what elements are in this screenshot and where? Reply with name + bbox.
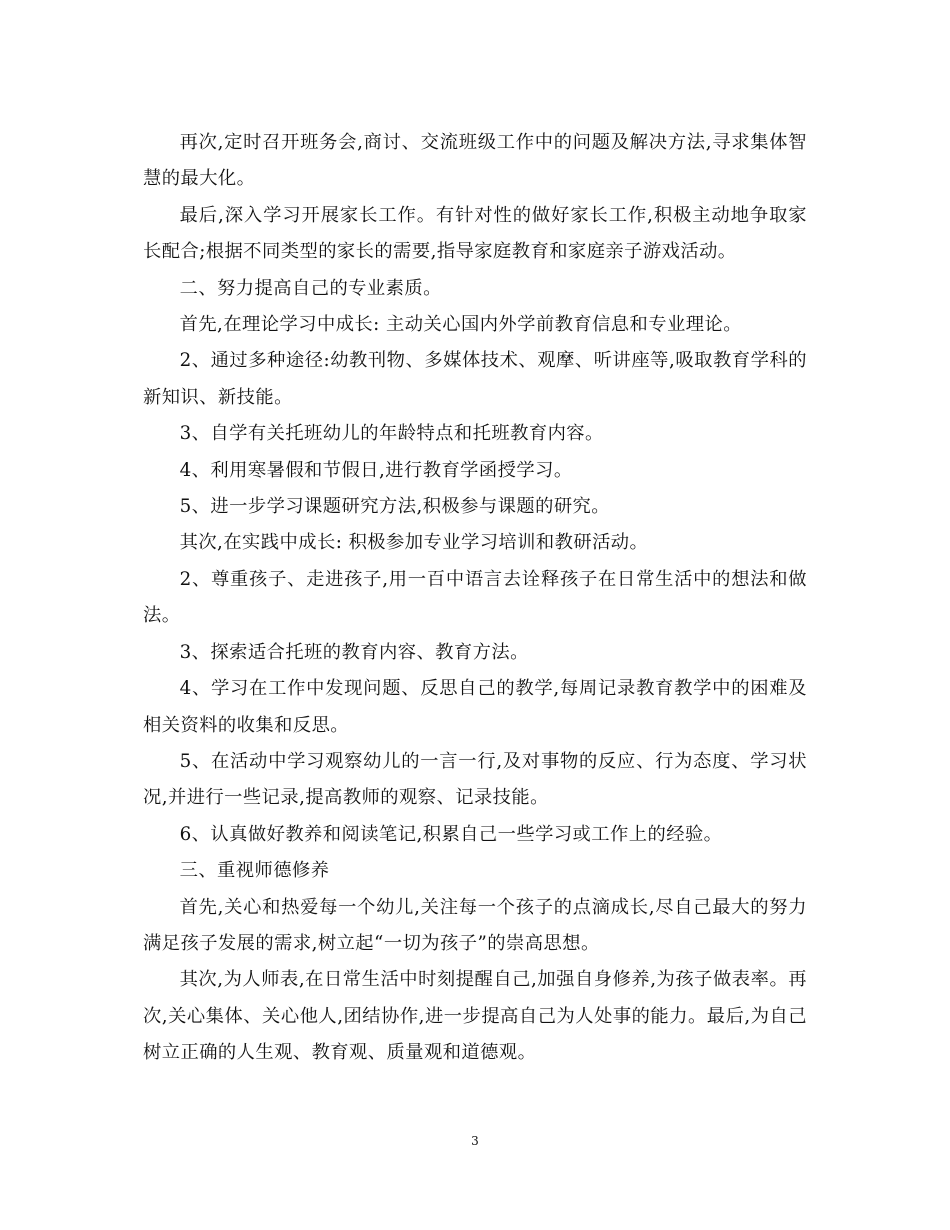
list-item: 5、进一步学习课题研究方法,积极参与课题的研究。 bbox=[179, 496, 611, 518]
paragraph: 首先,在理论学习中成长: 主动关心国内外学前教育信息和专业理论。 bbox=[179, 314, 742, 336]
list-item: 4、利用寒暑假和节假日,进行教育学函授学习。 bbox=[179, 459, 573, 481]
list-item: 2、尊重孩子、走进孩子,用一百中语言去诠释孩子在日常生活中的想法和做法。 bbox=[143, 568, 807, 627]
paragraph: 首先,关心和热爱每一个幼儿,关注每一个孩子的点滴成长,尽自己最大的努力满足孩子发展的需求,树立起“一切为孩子”的崇高思想。 bbox=[143, 896, 807, 954]
section-heading: 三、重视师德修养 bbox=[179, 860, 330, 882]
document-body bbox=[143, 125, 807, 1072]
list-item: 2、通过多种途径:幼教刊物、多媒体技术、观摩、听讲座等,吸取教育学科的新知识、新技能。 bbox=[143, 350, 807, 408]
list-item: 3、自学有关托班幼儿的年龄特点和托班教育内容。 bbox=[179, 423, 604, 445]
section-heading: 二、努力提高自己的专业素质。 bbox=[179, 277, 442, 299]
paragraph: 其次,为人师表,在日常生活中时刻提醒自己,加强自身修养,为孩子做表率。再次,关心集体、关心他人,团结协作,进一步提高自己为人处事的能力。最后,为自己树立正确的人生观、教育观、质量观和道德观。 bbox=[143, 969, 807, 1064]
list-item: 4、学习在工作中发现问题、反思自己的教学,每周记录教育教学中的困难及相关资料的收集和反思。 bbox=[143, 678, 807, 736]
paragraph: 最后,深入学习开展家长工作。有针对性的做好家长工作,积极主动地争取家长配合;根据不同类型的家长的需要,指导家庭教育和家庭亲子游戏活动。 bbox=[143, 204, 807, 263]
paragraph: 其次,在实践中成长: 积极参加专业学习培训和教研活动。 bbox=[179, 532, 649, 554]
page-number: 3 bbox=[471, 1134, 479, 1148]
paragraph: 再次,定时召开班务会,商讨、交流班级工作中的问题及解决方法,寻求集体智慧的最大化。 bbox=[143, 132, 807, 190]
list-item: 5、在活动中学习观察幼儿的一言一行,及对事物的反应、行为态度、学习状况,并进行一些记录,提高教师的观察、记录技能。 bbox=[143, 750, 807, 809]
list-item: 3、探索适合托班的教育内容、教育方法。 bbox=[179, 641, 529, 663]
list-item: 6、认真做好教养和阅读笔记,积累自己一些学习或工作上的经验。 bbox=[179, 823, 723, 845]
